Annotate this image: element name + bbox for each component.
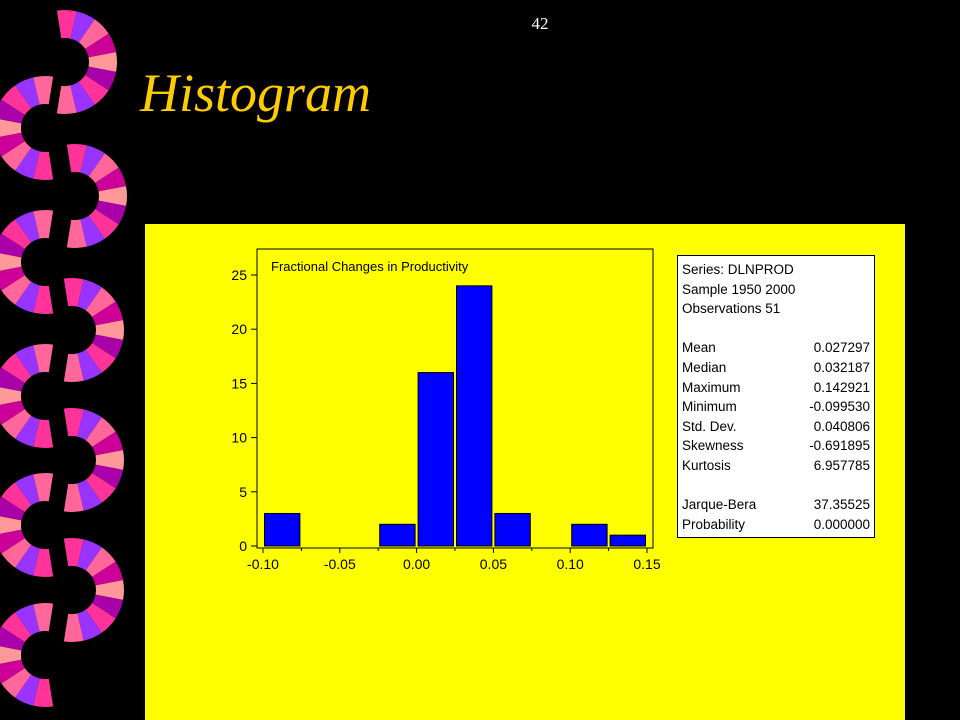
stat-label: Jarque-Bera <box>682 497 757 513</box>
fan-swirl-border-icon <box>0 0 130 720</box>
histogram-bar <box>418 373 453 546</box>
y-tick-label: 5 <box>239 483 247 500</box>
x-tick-label: -0.10 <box>247 556 279 572</box>
stat-value: 0.000000 <box>813 516 870 532</box>
stat-value: -0.099530 <box>809 399 870 415</box>
histogram-bar <box>495 513 530 546</box>
stat-label: Mean <box>682 340 716 356</box>
histogram-bar <box>380 524 415 546</box>
y-tick-label: 15 <box>231 375 247 392</box>
x-tick-label: 0.00 <box>402 556 431 572</box>
fan-petal-icon <box>0 210 53 314</box>
histogram-bar <box>572 524 607 546</box>
stat-label: Std. Dev. <box>682 418 737 434</box>
stat-value: -0.691895 <box>809 438 870 454</box>
descriptive-stats-box <box>677 255 875 538</box>
y-tick-label: 25 <box>231 267 247 283</box>
x-tick-label: 0.05 <box>479 556 508 572</box>
page-number: 42 <box>531 14 549 33</box>
sample-range: Sample 1950 2000 <box>682 281 796 297</box>
observations-count: Observations 51 <box>682 301 781 317</box>
series-name: Series: DLNPROD <box>682 262 794 277</box>
stat-label: Probability <box>682 516 746 532</box>
fan-petal-icon <box>0 473 53 577</box>
stat-row <box>682 436 870 456</box>
fan-petal-icon <box>0 603 53 707</box>
fan-petal-icon <box>57 10 117 114</box>
stat-label: Median <box>682 359 727 375</box>
stat-value: 37.35525 <box>813 497 870 513</box>
stat-row <box>682 358 870 378</box>
stat-row <box>682 417 870 437</box>
stat-row <box>682 495 870 515</box>
plot-frame <box>257 249 653 548</box>
x-tick-label: -0.05 <box>323 556 356 572</box>
stat-label: Maximum <box>682 379 741 395</box>
stat-row <box>682 456 870 476</box>
stat-label: Minimum <box>682 399 737 415</box>
stat-value: 0.142921 <box>813 379 870 395</box>
slide-title: Histogram <box>140 63 372 123</box>
histogram-bar <box>265 513 300 546</box>
y-tick-label: 0 <box>239 538 247 554</box>
stat-row <box>682 515 870 535</box>
stat-row <box>682 378 870 398</box>
x-tick-label: 0.15 <box>633 556 661 572</box>
histogram-bar <box>457 286 492 546</box>
stat-row <box>682 338 870 358</box>
fan-petal-icon <box>64 278 124 382</box>
stat-label: Skewness <box>682 438 744 454</box>
stat-value: 6.957785 <box>813 457 870 473</box>
stat-value: 0.040806 <box>813 418 870 434</box>
y-tick-label: 20 <box>231 321 247 338</box>
fan-petal-icon <box>64 408 124 512</box>
histogram-panel <box>145 224 905 720</box>
chart-title: Fractional Changes in Productivity <box>271 259 469 274</box>
stat-label: Kurtosis <box>682 457 731 473</box>
stat-row <box>682 397 870 417</box>
y-tick-label: 10 <box>231 429 247 446</box>
stat-value: 0.032187 <box>813 359 870 375</box>
stat-value: 0.027297 <box>813 340 870 356</box>
histogram-chart <box>145 224 675 584</box>
fan-petal-icon <box>64 538 124 642</box>
fan-petal-icon <box>67 144 127 248</box>
fan-petal-icon <box>0 76 53 180</box>
x-tick-label: 0.10 <box>556 556 584 572</box>
fan-petal-icon <box>0 344 53 448</box>
histogram-bar <box>610 535 645 546</box>
